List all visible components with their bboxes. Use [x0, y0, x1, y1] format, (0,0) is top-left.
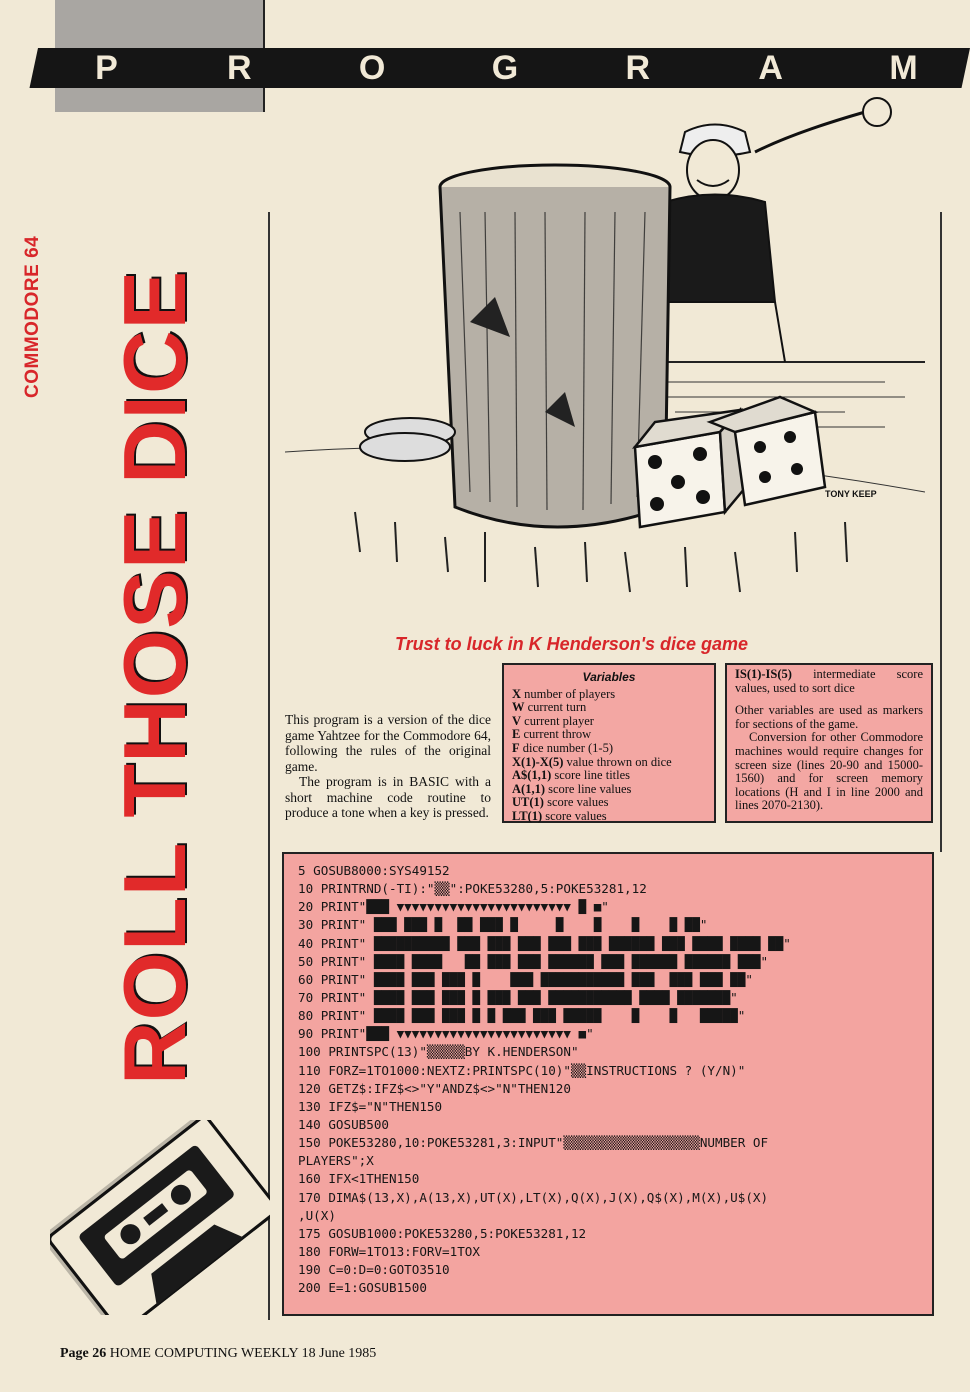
code-line: 100 PRINTSPC(13)"▒▒▒▒▒BY K.HENDERSON" [298, 1044, 579, 1060]
variables-title: Variables [582, 670, 636, 684]
banner-letter: O [358, 48, 386, 87]
article-title: ROLL THOSE DICE [105, 269, 204, 1085]
code-line: 60 PRINT" ████ ███ ███ █ ███ ███████████ ███ ███ ███ ██" [298, 971, 753, 987]
variable-name: X [512, 686, 522, 701]
variable-desc: current player [524, 713, 594, 728]
variable-name: F [512, 740, 520, 755]
variable-desc: score line values [548, 781, 632, 796]
code-line: 170 DIMA$(13,X),A(13,X),UT(X),LT(X),Q(X),J(X),Q$(X),M(X),U$(X) [298, 1189, 769, 1205]
variable-row [512, 756, 706, 770]
page-number: Page 26 [60, 1346, 107, 1361]
variable-name: A(1,1) [512, 781, 545, 796]
variable-row [512, 810, 706, 824]
banner-letter: P [95, 48, 118, 87]
code-line: 70 PRINT" ████ ███ ███ █ ███ ███ ███████████ ████ ███████" [298, 989, 738, 1005]
variable-name: W [512, 700, 525, 715]
variables-box [502, 663, 716, 823]
variable-row [512, 742, 706, 756]
article-subtitle: Trust to luck in K Henderson's dice game [395, 634, 749, 654]
intro-paragraph: The program is in BASIC with a short machine code routine to produce a tone when a key is pressed. [285, 774, 491, 820]
variable-desc: score values [545, 808, 607, 823]
code-line: 10 PRINTRND(-TI):"▒▒":POKE53280,5:POKE53281,12 [298, 881, 647, 897]
code-line: 130 IFZ$="N"THEN150 [298, 1098, 443, 1114]
code-line: 175 GOSUB1000:POKE53280,5:POKE53281,12 [298, 1225, 587, 1241]
code-line: 160 IFX<1THEN150 [298, 1171, 420, 1187]
frame-rule-right [940, 212, 942, 852]
variable-name: A$(1,1) [512, 768, 552, 783]
variable-row [512, 688, 706, 702]
variable-row [512, 769, 706, 783]
code-line: 120 GETZ$:IFZ$<>"Y"ANDZ$<>"N"THEN120 [298, 1080, 571, 1096]
notes-is-desc: intermediate score values, used to sort dice [735, 667, 924, 695]
code-line: 140 GOSUB500 [298, 1116, 389, 1132]
sailor-figure [655, 98, 891, 362]
cassette-tape-icon [50, 1120, 270, 1315]
page-footer [60, 1346, 660, 1362]
variable-row [512, 701, 706, 715]
intro-paragraph: This program is a version of the dice game Yahtzee for the Commodore 64, following the rules of the original game. [285, 712, 491, 774]
code-line: 20 PRINT"███ ▼▼▼▼▼▼▼▼▼▼▼▼▼▼▼▼▼▼▼▼▼▼▼ █ ■" [298, 899, 609, 915]
illustration-signature: TONY KEEP [825, 489, 877, 499]
banner-letter: R [226, 48, 252, 87]
banner-letter: G [491, 48, 519, 87]
variable-row [512, 796, 706, 810]
code-line: 190 C=0:D=0:GOTO3510 [298, 1262, 450, 1278]
banner-letter: A [758, 48, 783, 87]
notes-paragraph: Conversion for other Commodore machines would require changes for screen size (lines 20-90 and 15000-1560) and for screen memory locations (H and I in line 2000 and lines 2070-2130). [735, 730, 923, 813]
code-line: 40 PRINT" ██████████ ███ ███ ███ ███ ███ ██████ ███ ████ ████ ██" [298, 935, 791, 951]
banner-letter: R [625, 48, 651, 87]
code-line: 110 FORZ=1TO1000:NEXTZ:PRINTSPC(10)"▒▒INSTRUCTIONS ? (Y/N)" [298, 1062, 746, 1078]
variable-desc: dice number (1-5) [522, 740, 614, 755]
variable-desc: number of players [524, 686, 616, 701]
variable-desc: current throw [523, 727, 592, 742]
variable-name: V [512, 713, 522, 728]
variable-row [512, 715, 706, 729]
code-line: 50 PRINT" ████ ████ ██ ███ ███ ██████ ███ ██████ ██████ ███" [298, 953, 769, 969]
variable-desc: value thrown on dice [566, 754, 672, 769]
variable-name: UT(1) [512, 795, 544, 810]
variables-list [512, 688, 706, 824]
variable-row [512, 783, 706, 797]
notes-box [725, 663, 933, 823]
dice-cup-illustration [285, 92, 925, 632]
variable-desc: score line titles [554, 768, 631, 783]
notes-is-var: IS(1)-IS(5) [735, 667, 792, 681]
variable-desc: score values [547, 795, 609, 810]
variable-name: E [512, 727, 521, 742]
code-line: 180 FORW=1TO13:FORV=1TOX [298, 1243, 480, 1259]
notes-paragraph: Other variables are used as markers for sections of the game. [735, 703, 923, 731]
publication-line: HOME COMPUTING WEEKLY 18 June 1985 [109, 1346, 377, 1361]
code-line: 30 PRINT" ███ ███ █ ██ ███ █ █ █ █ █ ██" [298, 917, 708, 933]
banner-letter: M [889, 48, 918, 87]
variable-desc: current turn [527, 700, 587, 715]
code-line: 80 PRINT" ████ ███ ███ █ █ ███ ███ █████ █ █ █████" [298, 1008, 746, 1024]
code-line: 5 GOSUB8000:SYS49152 [298, 863, 450, 878]
code-line: 200 E=1:GOSUB1500 [298, 1280, 427, 1296]
variable-row [512, 728, 706, 742]
variable-name: LT(1) [512, 808, 543, 823]
intro-text [285, 712, 491, 821]
notes-is-line [735, 668, 923, 695]
variable-name: X(1)-X(5) [512, 754, 564, 769]
code-line: PLAYERS";X [298, 1153, 374, 1169]
section-label: COMMODORE 64 [22, 235, 43, 398]
code-line: 150 POKE53280,10:POKE53281,3:INPUT"▒▒▒▒▒▒▒▒▒▒▒▒▒▒▒▒▒▒NUMBER OF [298, 1135, 769, 1151]
program-banner-text [40, 48, 970, 88]
code-line: ,U(X) [298, 1207, 336, 1223]
code-line: 90 PRINT"███ ▼▼▼▼▼▼▼▼▼▼▼▼▼▼▼▼▼▼▼▼▼▼▼ ■" [298, 1026, 594, 1042]
basic-listing [282, 852, 934, 1316]
